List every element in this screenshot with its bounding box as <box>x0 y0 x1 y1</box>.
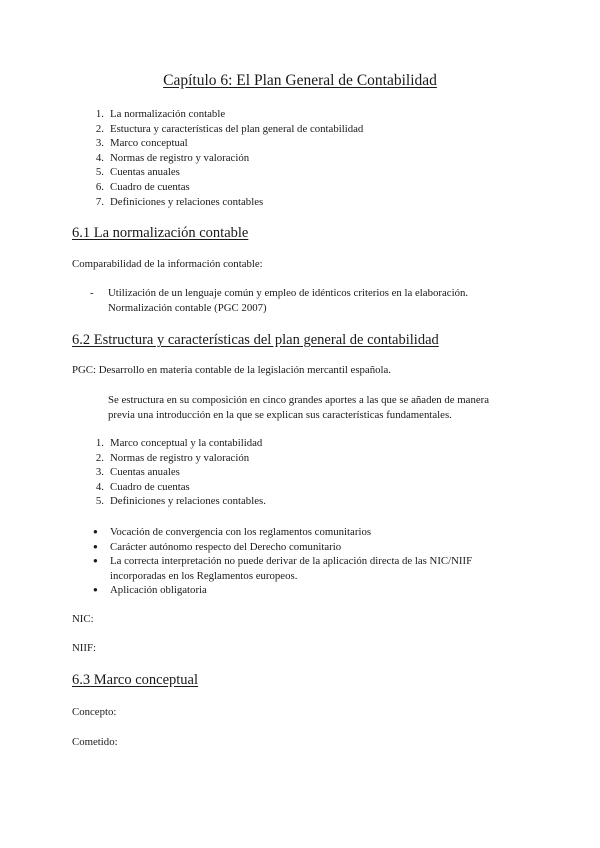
toc-item: 6. Cuadro de cuentas <box>95 180 190 193</box>
toc-item: 4. Normas de registro y valoración <box>95 151 250 164</box>
bullet-icon: ● <box>93 585 98 595</box>
dash-list-item: - Utilización de un lenguaje común y empleo de idénticos criterios en la elaboración. Normalización contable (PGC 2007) <box>90 287 469 314</box>
chapter-title: Capítulo 6: El Plan General de Contabilidad <box>163 72 437 89</box>
structure-paragraph: Se estructura en su composición en cinco grandes aportes a las que se añaden de manera previa una introducción en la que se explican sus características fundamentales. <box>108 394 490 421</box>
pgc-label: PGC <box>72 364 94 376</box>
bullet-icon: ● <box>93 527 98 536</box>
list-item: 1. Marco conceptual y la contabilidad <box>95 437 263 449</box>
toc-item: 1. La normalización contable <box>95 108 226 120</box>
comparability-intro: Comparabilidad de la información contable: <box>72 258 263 270</box>
pgc-definition <box>72 364 391 376</box>
list-item: ● Vocación de convergencia con los reglamentos comunitarios <box>93 526 372 538</box>
plan-parts-list <box>95 436 266 509</box>
bullet-icon: ● <box>93 541 98 551</box>
cometido-label: Cometido: <box>72 736 118 748</box>
list-item-continuation: incorporadas en los Reglamentos europeos. <box>110 569 298 582</box>
nic-label: NIC: <box>72 613 94 625</box>
list-item: 2. Normas de registro y valoración <box>95 451 250 464</box>
bullet-icon: ● <box>93 556 98 566</box>
niif-label: NIIF: <box>72 642 96 654</box>
section-heading-6-3: 6.3 Marco conceptual <box>72 672 199 688</box>
list-item: ● Carácter autónomo respecto del Derecho comunitario <box>93 540 342 553</box>
pgc-text: : Desarrollo en materia contable de la legislación mercantil española. <box>93 364 392 376</box>
list-item: 3. Cuentas anuales <box>95 466 180 479</box>
section-heading-6-2: 6.2 Estructura y características del plan general de contabilidad <box>72 332 439 348</box>
list-item: ● La correcta interpretación no puede derivar de la aplicación directa de las NIC/NIIF <box>93 555 473 568</box>
characteristics-list <box>93 525 473 598</box>
toc-item: 7. Definiciones y relaciones contables <box>95 195 264 208</box>
list-item: 4. Cuadro de cuentas <box>95 480 190 493</box>
list-item: ● Aplicación obligatoria <box>93 584 207 597</box>
table-of-contents <box>95 107 364 209</box>
toc-item: 5. Cuentas anuales <box>95 166 180 179</box>
concepto-label: Concepto: <box>72 706 117 718</box>
toc-item: 3. Marco conceptual <box>95 137 188 150</box>
toc-item: 2. Estuctura y características del plan general de contabilidad <box>95 122 364 135</box>
section-heading-6-1: 6.1 La normalización contable <box>72 225 249 241</box>
list-item: 5. Definiciones y relaciones contables. <box>95 495 266 508</box>
